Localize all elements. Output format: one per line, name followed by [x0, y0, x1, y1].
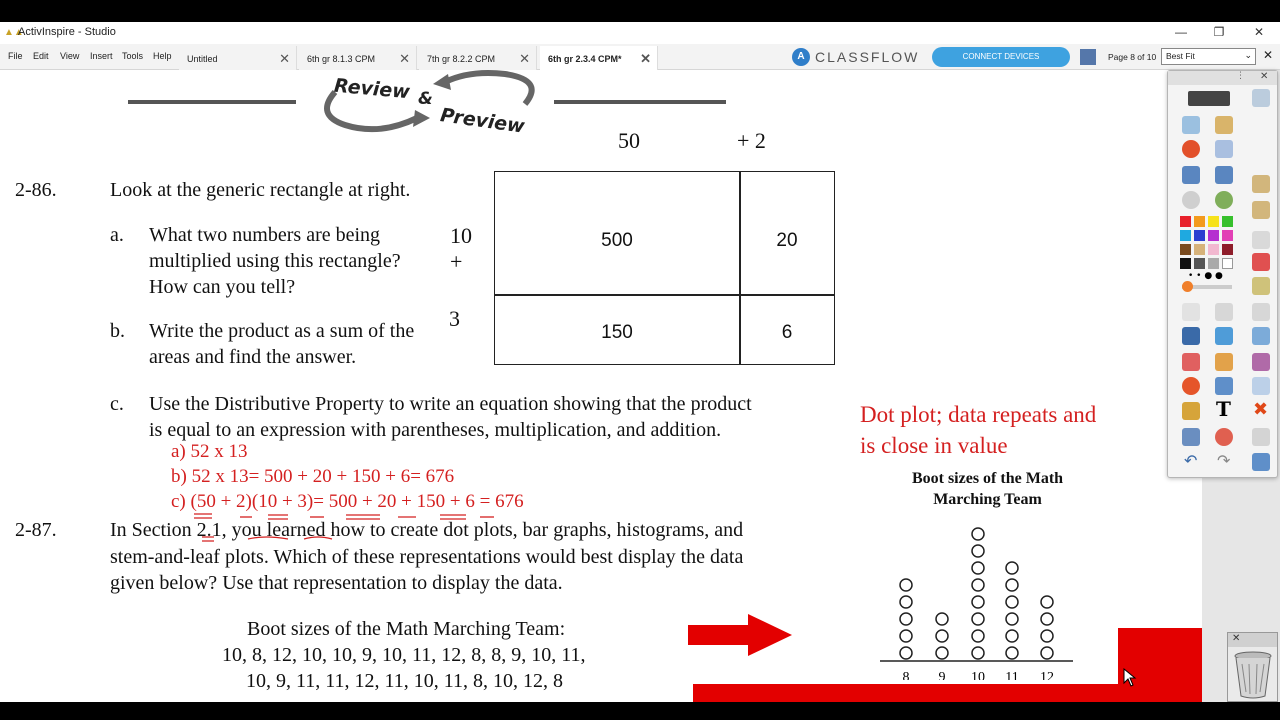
part-c-line-2: is equal to an expression with parentheses, multiplication, and addition.: [149, 419, 722, 441]
dot-8-4: [900, 596, 912, 608]
chevron-down-icon: ⌄: [1244, 50, 1252, 60]
web-browser-icon[interactable]: [1215, 191, 1233, 209]
part-a-line-1: What two numbers are being: [149, 224, 381, 246]
menu-file[interactable]: File: [8, 51, 23, 61]
data-line-1: 10, 8, 12, 10, 10, 9, 10, 11, 12, 8, 8, 9, 10, 11,: [222, 644, 586, 666]
menu-edit[interactable]: Edit: [33, 51, 49, 61]
close-icon[interactable]: ✕: [399, 51, 410, 66]
data-line-2: 10, 9, 11, 11, 12, 11, 10, 11, 8, 10, 12, 8: [246, 670, 564, 692]
color-swatch-black[interactable]: [1180, 258, 1191, 269]
dot-10-3: [972, 613, 984, 625]
eraser-icon[interactable]: [1182, 353, 1200, 371]
color-swatch-magenta[interactable]: [1222, 230, 1233, 241]
share-button[interactable]: [1188, 91, 1230, 106]
pen-width-dots[interactable]: • • ● ●: [1188, 271, 1223, 281]
flipchart-canvas[interactable]: [0, 70, 1202, 702]
part-c-label: c.: [110, 393, 124, 415]
trash-panel[interactable]: [1227, 632, 1278, 702]
annotation-line-1: Dot plot; data repeats and: [860, 402, 1097, 427]
rect-cell-500: 500: [601, 230, 633, 251]
dot-9-3: [936, 613, 948, 625]
color-swatch-yellow[interactable]: [1208, 216, 1219, 227]
rect-cell-6: 6: [781, 322, 793, 343]
annotation-line-2: is close in value: [860, 433, 1008, 458]
problem-87-line-2: stem-and-leaf plots. Which of these representations would best display the data: [110, 546, 744, 568]
dice-icon[interactable]: [1252, 253, 1270, 271]
connector-icon[interactable]: [1215, 377, 1233, 395]
dot-10-4: [972, 596, 984, 608]
dot-8-2: [900, 630, 912, 642]
letterbox-bottom: [0, 702, 1280, 720]
red-arrow-head: [748, 614, 794, 658]
color-swatch-purple[interactable]: [1208, 230, 1219, 241]
next-page-icon[interactable]: [1215, 166, 1233, 184]
preview-word: Preview: [438, 104, 527, 138]
play-icon[interactable]: [1182, 191, 1200, 209]
dot-11-5: [1006, 579, 1018, 591]
magnify-icon[interactable]: [1215, 140, 1233, 158]
dot-plot: [870, 510, 1085, 680]
no-entry-icon[interactable]: [1182, 140, 1200, 158]
spotlight-icon[interactable]: [1182, 428, 1200, 446]
annotate-icon[interactable]: [1252, 175, 1270, 193]
dotplot-tick-label: 9: [938, 670, 946, 680]
main-toolbox: [1167, 70, 1278, 478]
part-b-line-1: Write the product as a sum of the: [149, 320, 415, 342]
row-label-3: 3: [449, 306, 460, 331]
close-icon[interactable]: ✕: [279, 51, 290, 66]
menu-tab-bar: [0, 44, 1280, 70]
dot-8-3: [900, 613, 912, 625]
part-a-line-2: multiplied using this rectangle?: [149, 250, 401, 272]
clipboard-icon[interactable]: [1252, 453, 1270, 471]
redo-icon[interactable]: ↷: [1217, 451, 1231, 470]
tab-untitled[interactable]: [179, 46, 297, 70]
problem-87-number: 2-87.: [15, 519, 57, 541]
camera-icon[interactable]: [1252, 353, 1270, 371]
reset-page-icon[interactable]: [1215, 428, 1233, 446]
close-icon[interactable]: ✕: [640, 51, 651, 66]
color-swatch-cyan[interactable]: [1180, 230, 1191, 241]
page-browser-icon[interactable]: [1080, 49, 1096, 65]
dot-10-1: [972, 647, 984, 659]
color-swatch-brown[interactable]: [1180, 244, 1191, 255]
maximize-button[interactable]: ❐: [1213, 25, 1225, 39]
color-swatch-gray[interactable]: [1208, 258, 1219, 269]
amp-word: &: [418, 89, 433, 109]
text-tool-icon[interactable]: T: [1216, 397, 1231, 421]
trash-can-icon[interactable]: [1232, 650, 1274, 700]
answer-c: c) (50 + 2)(10 + 3)= 500 + 20 + 150 + 6 = 676: [171, 491, 524, 512]
dot-11-6: [1006, 562, 1018, 574]
review-word: Review: [333, 74, 411, 104]
desktop-annotate-icon[interactable]: [1252, 201, 1270, 219]
dotplot-title-text: Boot sizes of the Math Marching Team: [911, 470, 1064, 508]
color-swatch-orange[interactable]: [1194, 216, 1205, 227]
menu-help[interactable]: Help: [153, 51, 172, 61]
part-a-line-3: How can you tell?: [149, 276, 296, 298]
dotplot-tick-label: 12: [1040, 670, 1054, 680]
part-b-label: b.: [110, 320, 125, 342]
rect-cell-20: 20: [776, 230, 798, 251]
page-browser-icon[interactable]: [1182, 116, 1200, 134]
dot-10-7: [972, 545, 984, 557]
dot-8-1: [900, 647, 912, 659]
part-c-line-1: Use the Distributive Property to write an equation showing that the product: [149, 393, 752, 415]
window-title: ActivInspire - Studio: [18, 26, 116, 38]
page-indicator: Page 8 of 10: [1108, 52, 1157, 62]
toolbox-menu-icon[interactable]: ⋮: [1236, 71, 1245, 81]
tab-6th-gr-234[interactable]: [540, 46, 658, 70]
problem-87-line-3: given below? Use that representation to display the data.: [110, 572, 563, 594]
menu-insert[interactable]: Insert: [90, 51, 113, 61]
dot-10-5: [972, 579, 984, 591]
color-swatch-red[interactable]: [1180, 216, 1191, 227]
dot-10-2: [972, 630, 984, 642]
dot-11-3: [1006, 613, 1018, 625]
connect-devices-button[interactable]: CONNECT DEVICES: [932, 47, 1070, 67]
color-swatch-green[interactable]: [1222, 216, 1233, 227]
dot-10-8: [972, 528, 984, 540]
tab-6th-gr-813[interactable]: [299, 46, 417, 70]
letterbox-top: [0, 0, 1280, 22]
pen-edit-icon[interactable]: [1252, 89, 1270, 107]
fill-icon[interactable]: [1215, 353, 1233, 371]
highlighter-icon[interactable]: [1215, 327, 1233, 345]
color-swatch-darkgray[interactable]: [1194, 258, 1205, 269]
color-swatch-tan[interactable]: [1194, 244, 1205, 255]
color-swatch-pink[interactable]: [1208, 244, 1219, 255]
notepad-icon[interactable]: [1252, 277, 1270, 295]
col-label-plus2: + 2: [737, 128, 766, 153]
dotplot-tick-label: 10: [971, 670, 985, 680]
copy-icon[interactable]: [1252, 231, 1270, 249]
dot-8-5: [900, 579, 912, 591]
classflow-logo-text: CLASSFLOW: [815, 49, 920, 65]
mouse-cursor-icon: [1123, 668, 1137, 688]
resource-browser-icon[interactable]: [1215, 116, 1233, 134]
tab-label: Untitled: [187, 54, 218, 64]
tab-7th-gr-822[interactable]: [419, 46, 537, 70]
red-highlight-block: [1118, 628, 1202, 702]
zoom-icon[interactable]: [1252, 377, 1270, 395]
undo-icon[interactable]: ↶: [1184, 451, 1198, 470]
row-label-plus: +: [450, 249, 463, 274]
minimize-button[interactable]: —: [1175, 25, 1187, 39]
dot-11-2: [1006, 630, 1018, 642]
rect-divider-vertical: [739, 171, 741, 365]
delete-icon[interactable]: ✖: [1253, 399, 1269, 420]
compass-icon[interactable]: [1252, 303, 1270, 321]
dot-12-3: [1041, 613, 1053, 625]
color-swatch-blue[interactable]: [1194, 230, 1205, 241]
revealer-icon[interactable]: [1182, 402, 1200, 420]
previous-page-icon[interactable]: [1182, 166, 1200, 184]
shape-icon[interactable]: [1182, 377, 1200, 395]
answer-a: a) 52 x 13: [171, 441, 248, 462]
tab-label: 6th gr 8.1.3 CPM: [307, 54, 376, 64]
problem-87-line-1: In Section 2.1, you learned how to create dot plots, bar graphs, histograms, and: [110, 519, 744, 541]
title-bar: [0, 22, 1280, 44]
part-a-label: a.: [110, 224, 124, 246]
problem-87-marks: [200, 534, 340, 544]
col-label-50: 50: [618, 128, 640, 153]
select-icon[interactable]: [1182, 303, 1200, 321]
data-title: Boot sizes of the Math Marching Team:: [247, 618, 566, 640]
close-icon[interactable]: ✕: [1232, 633, 1241, 644]
dotplot-title: [880, 468, 1095, 510]
problem-86-intro: Look at the generic rectangle at right.: [110, 179, 411, 201]
rect-divider-horizontal: [494, 294, 835, 296]
close-icon[interactable]: ✕: [1263, 48, 1274, 62]
color-swatch-maroon[interactable]: [1222, 244, 1233, 255]
dot-10-6: [972, 562, 984, 574]
zoom-select[interactable]: [1161, 48, 1256, 65]
tab-label: 7th gr 8.2.2 CPM: [427, 54, 496, 64]
dot-9-2: [936, 630, 948, 642]
dot-12-1: [1041, 647, 1053, 659]
banner-rule-right: [554, 100, 726, 104]
answer-b: b) 52 x 13= 500 + 20 + 150 + 6= 676: [171, 466, 455, 487]
menu-tools[interactable]: Tools: [122, 51, 144, 61]
dotplot-tick-label: 11: [1005, 670, 1019, 680]
color-swatch-white[interactable]: [1222, 258, 1233, 269]
dot-12-4: [1041, 596, 1053, 608]
problem-86-number: 2-86.: [15, 179, 57, 201]
dot-12-2: [1041, 630, 1053, 642]
row-label-10: 10: [450, 223, 472, 248]
magic-ink-icon[interactable]: [1252, 327, 1270, 345]
tools-icon[interactable]: [1215, 303, 1233, 321]
dot-9-1: [936, 647, 948, 659]
dot-11-1: [1006, 647, 1018, 659]
close-button[interactable]: ✕: [1253, 25, 1265, 39]
zoom-value: Best Fit: [1166, 51, 1195, 61]
red-highlight-strip: [693, 684, 1123, 702]
calculator-icon[interactable]: [1252, 428, 1270, 446]
dot-11-4: [1006, 596, 1018, 608]
tab-label: 6th gr 2.3.4 CPM*: [548, 54, 622, 64]
classflow-logo-icon: A: [792, 48, 810, 66]
menu-view[interactable]: View: [60, 51, 80, 61]
close-icon[interactable]: ✕: [1260, 71, 1269, 82]
activinspire-icon: ▲▲: [4, 27, 24, 38]
red-arrow-shaft: [688, 625, 750, 645]
banner-rule-left: [128, 100, 296, 104]
pen-icon[interactable]: [1182, 327, 1200, 345]
rect-cell-150: 150: [601, 322, 633, 343]
close-icon[interactable]: ✕: [519, 51, 530, 66]
part-b-line-2: areas and find the answer.: [149, 346, 357, 368]
pen-width-handle[interactable]: [1182, 281, 1193, 292]
dotplot-tick-label: 8: [902, 670, 910, 680]
